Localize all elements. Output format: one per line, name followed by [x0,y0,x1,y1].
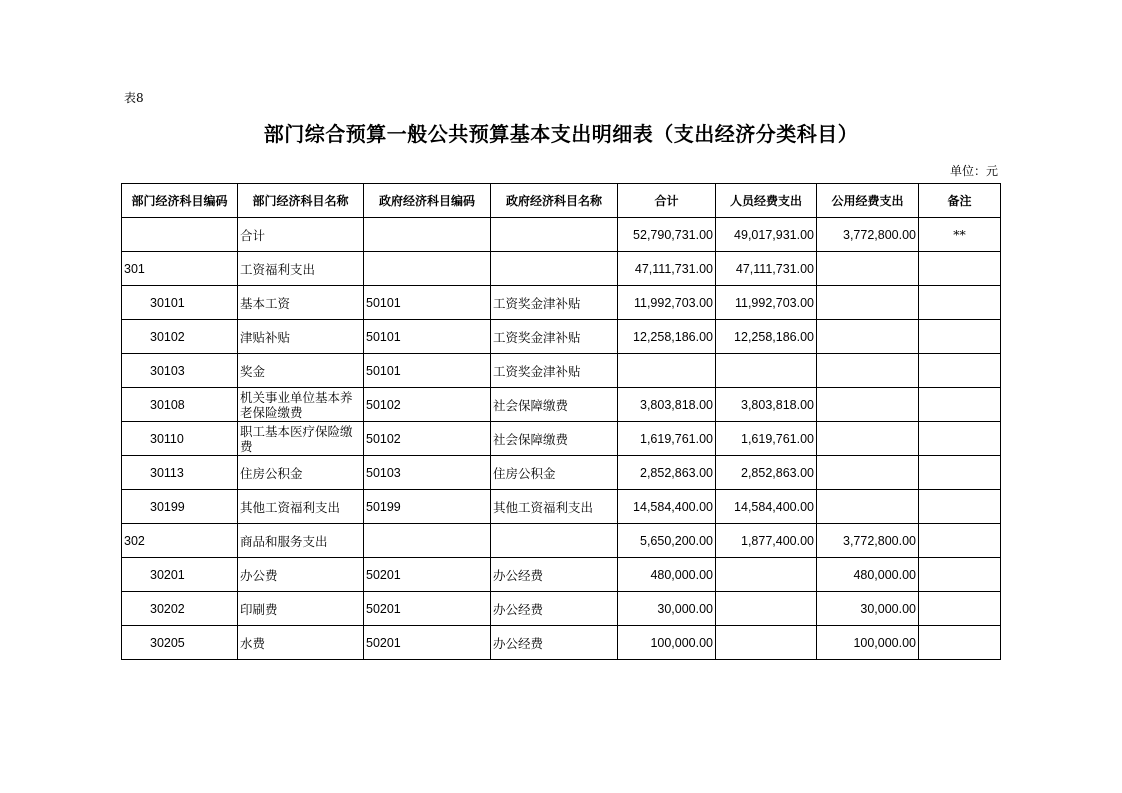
total-cell: 30,000.00 [618,592,716,626]
public-cell: 3,772,800.00 [817,524,919,558]
gov-code-cell: 50102 [364,388,491,422]
gov-name-cell: 办公经费 [491,626,618,660]
total-cell: 52,790,731.00 [618,218,716,252]
dept-code-cell: 30202 [122,592,238,626]
dept-name-cell: 合计 [238,218,364,252]
public-cell [817,422,919,456]
personnel-cell: 1,877,400.00 [716,524,817,558]
public-cell [817,252,919,286]
note-cell [919,558,1001,592]
dept-name-cell: 水费 [238,626,364,660]
total-cell: 12,258,186.00 [618,320,716,354]
table-row [122,456,1001,490]
gov-name-cell: 住房公积金 [491,456,618,490]
gov-name-cell: 办公经费 [491,592,618,626]
budget-detail-table [121,183,1001,660]
dept-name-cell: 津贴补贴 [238,320,364,354]
header-personnel: 人员经费支出 [716,184,817,218]
dept-name-cell: 职工基本医疗保险缴费 [238,422,364,456]
gov-name-cell: 工资奖金津补贴 [491,320,618,354]
total-cell: 1,619,761.00 [618,422,716,456]
personnel-cell [716,558,817,592]
personnel-cell [716,354,817,388]
note-cell [919,354,1001,388]
gov-name-cell [491,252,618,286]
dept-code-cell: 30201 [122,558,238,592]
personnel-cell: 47,111,731.00 [716,252,817,286]
personnel-cell: 3,803,818.00 [716,388,817,422]
gov-code-cell: 50201 [364,558,491,592]
table-row [122,558,1001,592]
personnel-cell: 1,619,761.00 [716,422,817,456]
public-cell [817,456,919,490]
gov-code-cell: 50102 [364,422,491,456]
gov-code-cell [364,218,491,252]
note-cell [919,388,1001,422]
public-cell [817,320,919,354]
table-row [122,422,1001,456]
dept-code-cell: 301 [122,252,238,286]
header-dept-code: 部门经济科目编码 [122,184,238,218]
total-cell: 480,000.00 [618,558,716,592]
table-row [122,320,1001,354]
header-gov-name: 政府经济科目名称 [491,184,618,218]
public-cell [817,388,919,422]
public-cell: 30,000.00 [817,592,919,626]
table-row [122,592,1001,626]
dept-code-cell: 302 [122,524,238,558]
table-row [122,490,1001,524]
dept-name-cell: 奖金 [238,354,364,388]
total-cell: 2,852,863.00 [618,456,716,490]
personnel-cell [716,592,817,626]
table-row [122,626,1001,660]
gov-name-cell [491,218,618,252]
header-total: 合计 [618,184,716,218]
table-row [122,388,1001,422]
gov-name-cell: 工资奖金津补贴 [491,286,618,320]
dept-name-cell: 商品和服务支出 [238,524,364,558]
personnel-cell [716,626,817,660]
dept-name-cell: 机关事业单位基本养老保险缴费 [238,388,364,422]
total-cell: 3,803,818.00 [618,388,716,422]
public-cell: 100,000.00 [817,626,919,660]
table-row [122,252,1001,286]
header-dept-name: 部门经济科目名称 [238,184,364,218]
dept-name-cell: 住房公积金 [238,456,364,490]
public-cell [817,354,919,388]
total-cell: 47,111,731.00 [618,252,716,286]
personnel-cell: 14,584,400.00 [716,490,817,524]
gov-name-cell: 办公经费 [491,558,618,592]
gov-name-cell: 其他工资福利支出 [491,490,618,524]
dept-name-cell: 基本工资 [238,286,364,320]
dept-code-cell: 30113 [122,456,238,490]
page-title: 部门综合预算一般公共预算基本支出明细表（支出经济分类科目） [263,122,859,146]
note-cell [919,286,1001,320]
dept-code-cell: 30103 [122,354,238,388]
public-cell [817,490,919,524]
total-cell: 14,584,400.00 [618,490,716,524]
header-gov-code: 政府经济科目编码 [364,184,491,218]
gov-name-cell: 社会保障缴费 [491,388,618,422]
personnel-cell: 12,258,186.00 [716,320,817,354]
note-cell [919,422,1001,456]
gov-code-cell: 50201 [364,626,491,660]
note-cell [919,592,1001,626]
dept-code-cell: 30199 [122,490,238,524]
dept-code-cell: 30205 [122,626,238,660]
gov-code-cell: 50103 [364,456,491,490]
gov-code-cell: 50101 [364,320,491,354]
dept-code-cell: 30110 [122,422,238,456]
gov-code-cell: 50201 [364,592,491,626]
table-row [122,354,1001,388]
note-cell [919,490,1001,524]
gov-code-cell: 50101 [364,286,491,320]
dept-code-cell: 30101 [122,286,238,320]
table-header-row [122,184,1001,218]
gov-code-cell: 50101 [364,354,491,388]
total-cell: 5,650,200.00 [618,524,716,558]
table-row [122,286,1001,320]
table-row-total [122,218,1001,252]
total-cell [618,354,716,388]
dept-code-cell [122,218,238,252]
dept-name-cell: 印刷费 [238,592,364,626]
dept-name-cell: 工资福利支出 [238,252,364,286]
note-cell [919,320,1001,354]
personnel-cell: 11,992,703.00 [716,286,817,320]
gov-name-cell: 工资奖金津补贴 [491,354,618,388]
dept-code-cell: 30108 [122,388,238,422]
table-row [122,524,1001,558]
unit-label: 单位：元 [949,164,998,178]
total-cell: 100,000.00 [618,626,716,660]
public-cell: 480,000.00 [817,558,919,592]
gov-code-cell [364,252,491,286]
dept-name-cell: 办公费 [238,558,364,592]
header-note: 备注 [919,184,1001,218]
total-cell: 11,992,703.00 [618,286,716,320]
public-cell: 3,772,800.00 [817,218,919,252]
note-cell [919,626,1001,660]
note-cell [919,252,1001,286]
gov-code-cell: 50199 [364,490,491,524]
dept-name-cell: 其他工资福利支出 [238,490,364,524]
gov-code-cell [364,524,491,558]
header-public: 公用经费支出 [817,184,919,218]
dept-code-cell: 30102 [122,320,238,354]
gov-name-cell [491,524,618,558]
personnel-cell: 49,017,931.00 [716,218,817,252]
public-cell [817,286,919,320]
gov-name-cell: 社会保障缴费 [491,422,618,456]
note-cell: ** [919,218,1001,252]
note-cell [919,456,1001,490]
personnel-cell: 2,852,863.00 [716,456,817,490]
table-number-label: 表8 [124,91,144,105]
note-cell [919,524,1001,558]
